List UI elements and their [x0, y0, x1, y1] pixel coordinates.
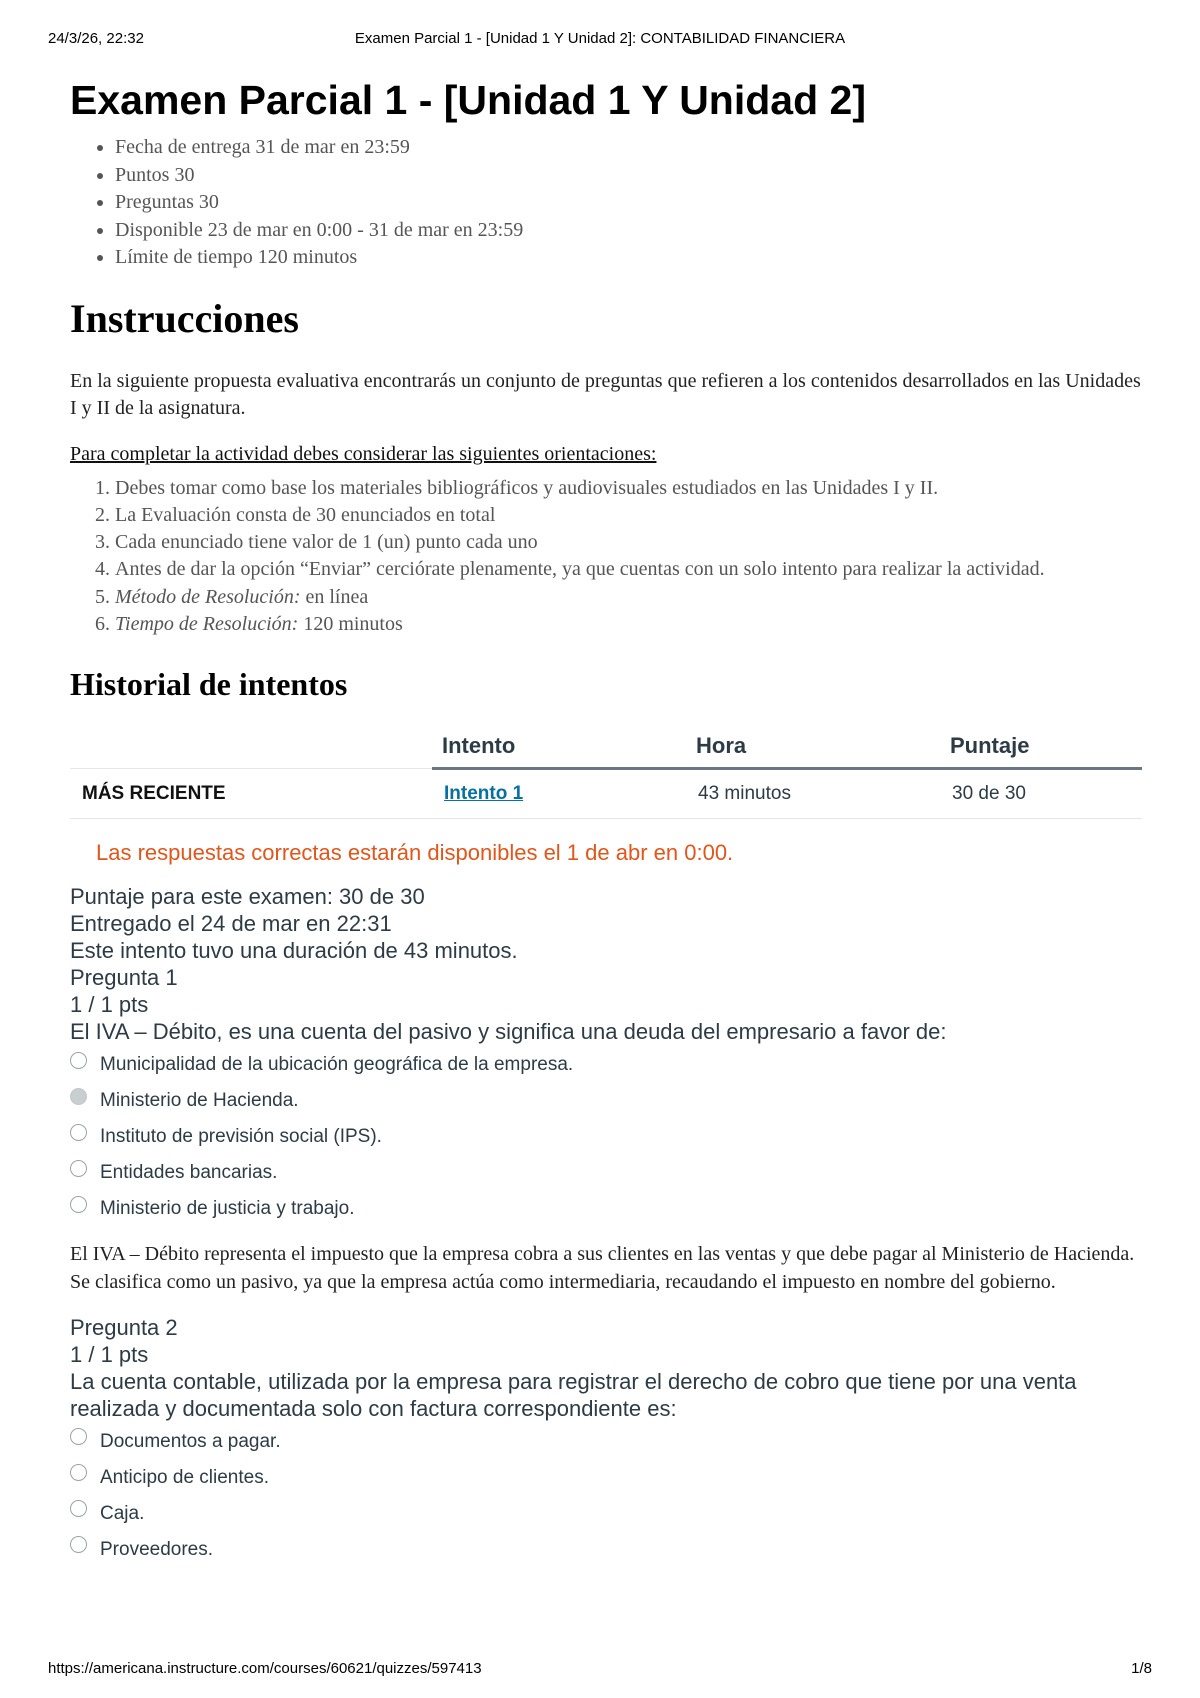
- question-points: 1 / 1 pts: [70, 992, 149, 1018]
- table-row: [70, 769, 1142, 819]
- answer-option[interactable]: [70, 1155, 1142, 1191]
- column-header-blank: [70, 725, 432, 769]
- question-name: Pregunta 1: [70, 965, 178, 991]
- print-date: 24/3/26, 22:32: [48, 30, 144, 47]
- attempt-history-heading: Historial de intentos: [70, 666, 348, 703]
- radio-button[interactable]: [70, 1160, 87, 1177]
- orientation-item: 5. Método de Resolución: en línea: [115, 584, 1142, 611]
- orientation-item: 6. Tiempo de Resolución: 120 minutos: [115, 611, 1142, 638]
- quiz-content: [70, 72, 1142, 1568]
- radio-button[interactable]: [70, 1428, 87, 1445]
- attempt-cell: [432, 769, 686, 819]
- print-header: [48, 30, 1152, 52]
- orientation-item: 4. Antes de dar la opción “Enviar” cerciórate plenamente, ya que cuentas con un solo intento para realizar la actividad.: [115, 556, 1142, 583]
- attempt-history-table: [70, 725, 1142, 819]
- column-header-attempt: Intento: [432, 725, 686, 769]
- answer-option[interactable]: [70, 1083, 1142, 1119]
- column-header-time: Hora: [686, 725, 940, 769]
- question-text: La cuenta contable, utilizada por la empresa para registrar el derecho de cobro que tiene por una venta realizada y documentada solo con factura correspondiente es:: [70, 1368, 1077, 1421]
- table-header-row: [70, 725, 1142, 769]
- answer-label: Anticipo de clientes.: [100, 1466, 269, 1488]
- answer-option[interactable]: [70, 1460, 1142, 1496]
- radio-button[interactable]: [70, 1052, 87, 1069]
- print-footer: [48, 1660, 1152, 1682]
- quiz-details-list: [70, 134, 1142, 272]
- answer-option[interactable]: [70, 1424, 1142, 1460]
- correct-answers-notice: Las respuestas correctas estarán disponibles el 1 de abr en 0:00.: [96, 840, 734, 866]
- answer-option[interactable]: [70, 1532, 1142, 1568]
- radio-button[interactable]: [70, 1124, 87, 1141]
- score-summary: Puntaje para este examen: 30 de 30: [70, 884, 425, 910]
- answer-label: Municipalidad de la ubicación geográfica de la empresa.: [100, 1054, 574, 1076]
- answer-explanation: El IVA – Débito representa el impuesto que la empresa cobra a sus clientes en las ventas y que debe pagar al Ministerio de Hacienda. Se clasifica como un pasivo, ya que la empresa actúa como intermediaria, recaudando el impuesto en nombre del gobierno.: [70, 1243, 1135, 1293]
- page-url: https://americana.instructure.com/courses/60621/quizzes/597413: [48, 1660, 482, 1677]
- answer-list: [70, 1424, 1142, 1568]
- availability: • Disponible 23 de mar en 0:00 - 31 de mar en 23:59: [115, 217, 1142, 245]
- quiz-summary: [70, 883, 1142, 964]
- orientation-label: Tiempo de Resolución:: [115, 612, 299, 635]
- question-text: El IVA – Débito, es una cuenta del pasivo y significa una deuda del empresario a favor de:: [70, 1019, 947, 1045]
- time-limit: • Límite de tiempo 120 minutos: [115, 244, 1142, 272]
- answer-option[interactable]: [70, 1047, 1142, 1083]
- answer-list: [70, 1047, 1142, 1227]
- time-cell: 43 minutos: [686, 769, 940, 819]
- question-1: [70, 964, 1142, 1296]
- points: • Puntos 30: [115, 162, 1142, 190]
- radio-button[interactable]: [70, 1500, 87, 1517]
- answer-label: Ministerio de Hacienda.: [100, 1090, 299, 1112]
- question-name: Pregunta 2: [70, 1314, 178, 1340]
- question-2: [70, 1314, 1142, 1568]
- radio-button-selected[interactable]: [70, 1088, 87, 1105]
- orientations-intro: Para completar la actividad debes considerar las siguientes orientaciones:: [70, 442, 657, 465]
- answer-option[interactable]: [70, 1191, 1142, 1227]
- question-count: • Preguntas 30: [115, 189, 1142, 217]
- answer-label: Ministerio de justicia y trabajo.: [100, 1198, 355, 1220]
- orientation-item: 3. Cada enunciado tiene valor de 1 (un) punto cada uno: [115, 529, 1142, 556]
- answer-label: Documentos a pagar.: [100, 1430, 281, 1452]
- answer-option[interactable]: [70, 1496, 1142, 1532]
- print-title: Examen Parcial 1 - [Unidad 1 Y Unidad 2]: CONTABILIDAD FINANCIERA: [354, 30, 846, 47]
- orientation-item: 1. Debes tomar como base los materiales bibliográficos y audiovisuales estudiados en las Unidades I y II.: [115, 475, 1142, 502]
- due-date: • Fecha de entrega 31 de mar en 23:59: [115, 134, 1142, 162]
- attempt-link[interactable]: Intento 1: [444, 783, 524, 805]
- answer-option[interactable]: [70, 1119, 1142, 1155]
- quiz-title: Examen Parcial 1 - [Unidad 1 Y Unidad 2]: [70, 77, 866, 123]
- submitted-summary: Entregado el 24 de mar en 22:31: [70, 911, 392, 937]
- page-number: 1/8: [1131, 1660, 1152, 1677]
- instructions-heading: Instrucciones: [70, 295, 299, 341]
- orientation-item: 2. La Evaluación consta de 30 enunciados en total: [115, 502, 1142, 529]
- answer-label: Caja.: [100, 1502, 145, 1524]
- answer-label: Instituto de previsión social (IPS).: [100, 1126, 382, 1148]
- question-points: 1 / 1 pts: [70, 1341, 149, 1367]
- radio-button[interactable]: [70, 1536, 87, 1553]
- orientation-label: Método de Resolución:: [115, 585, 301, 608]
- answer-label: Entidades bancarias.: [100, 1162, 278, 1184]
- answer-label: Proveedores.: [100, 1538, 214, 1560]
- most-recent-label: MÁS RECIENTE: [70, 769, 432, 819]
- score-cell: 30 de 30: [940, 769, 1142, 819]
- radio-button[interactable]: [70, 1464, 87, 1481]
- orientations-list: [70, 475, 1142, 639]
- duration-summary: Este intento tuvo una duración de 43 minutos.: [70, 938, 518, 964]
- radio-button[interactable]: [70, 1196, 87, 1213]
- instructions-paragraph: En la siguiente propuesta evaluativa encontrarás un conjunto de preguntas que refieren a los contenidos desarrollados en las Unidades I y II de la asignatura.: [70, 369, 1141, 419]
- column-header-score: Puntaje: [940, 725, 1142, 769]
